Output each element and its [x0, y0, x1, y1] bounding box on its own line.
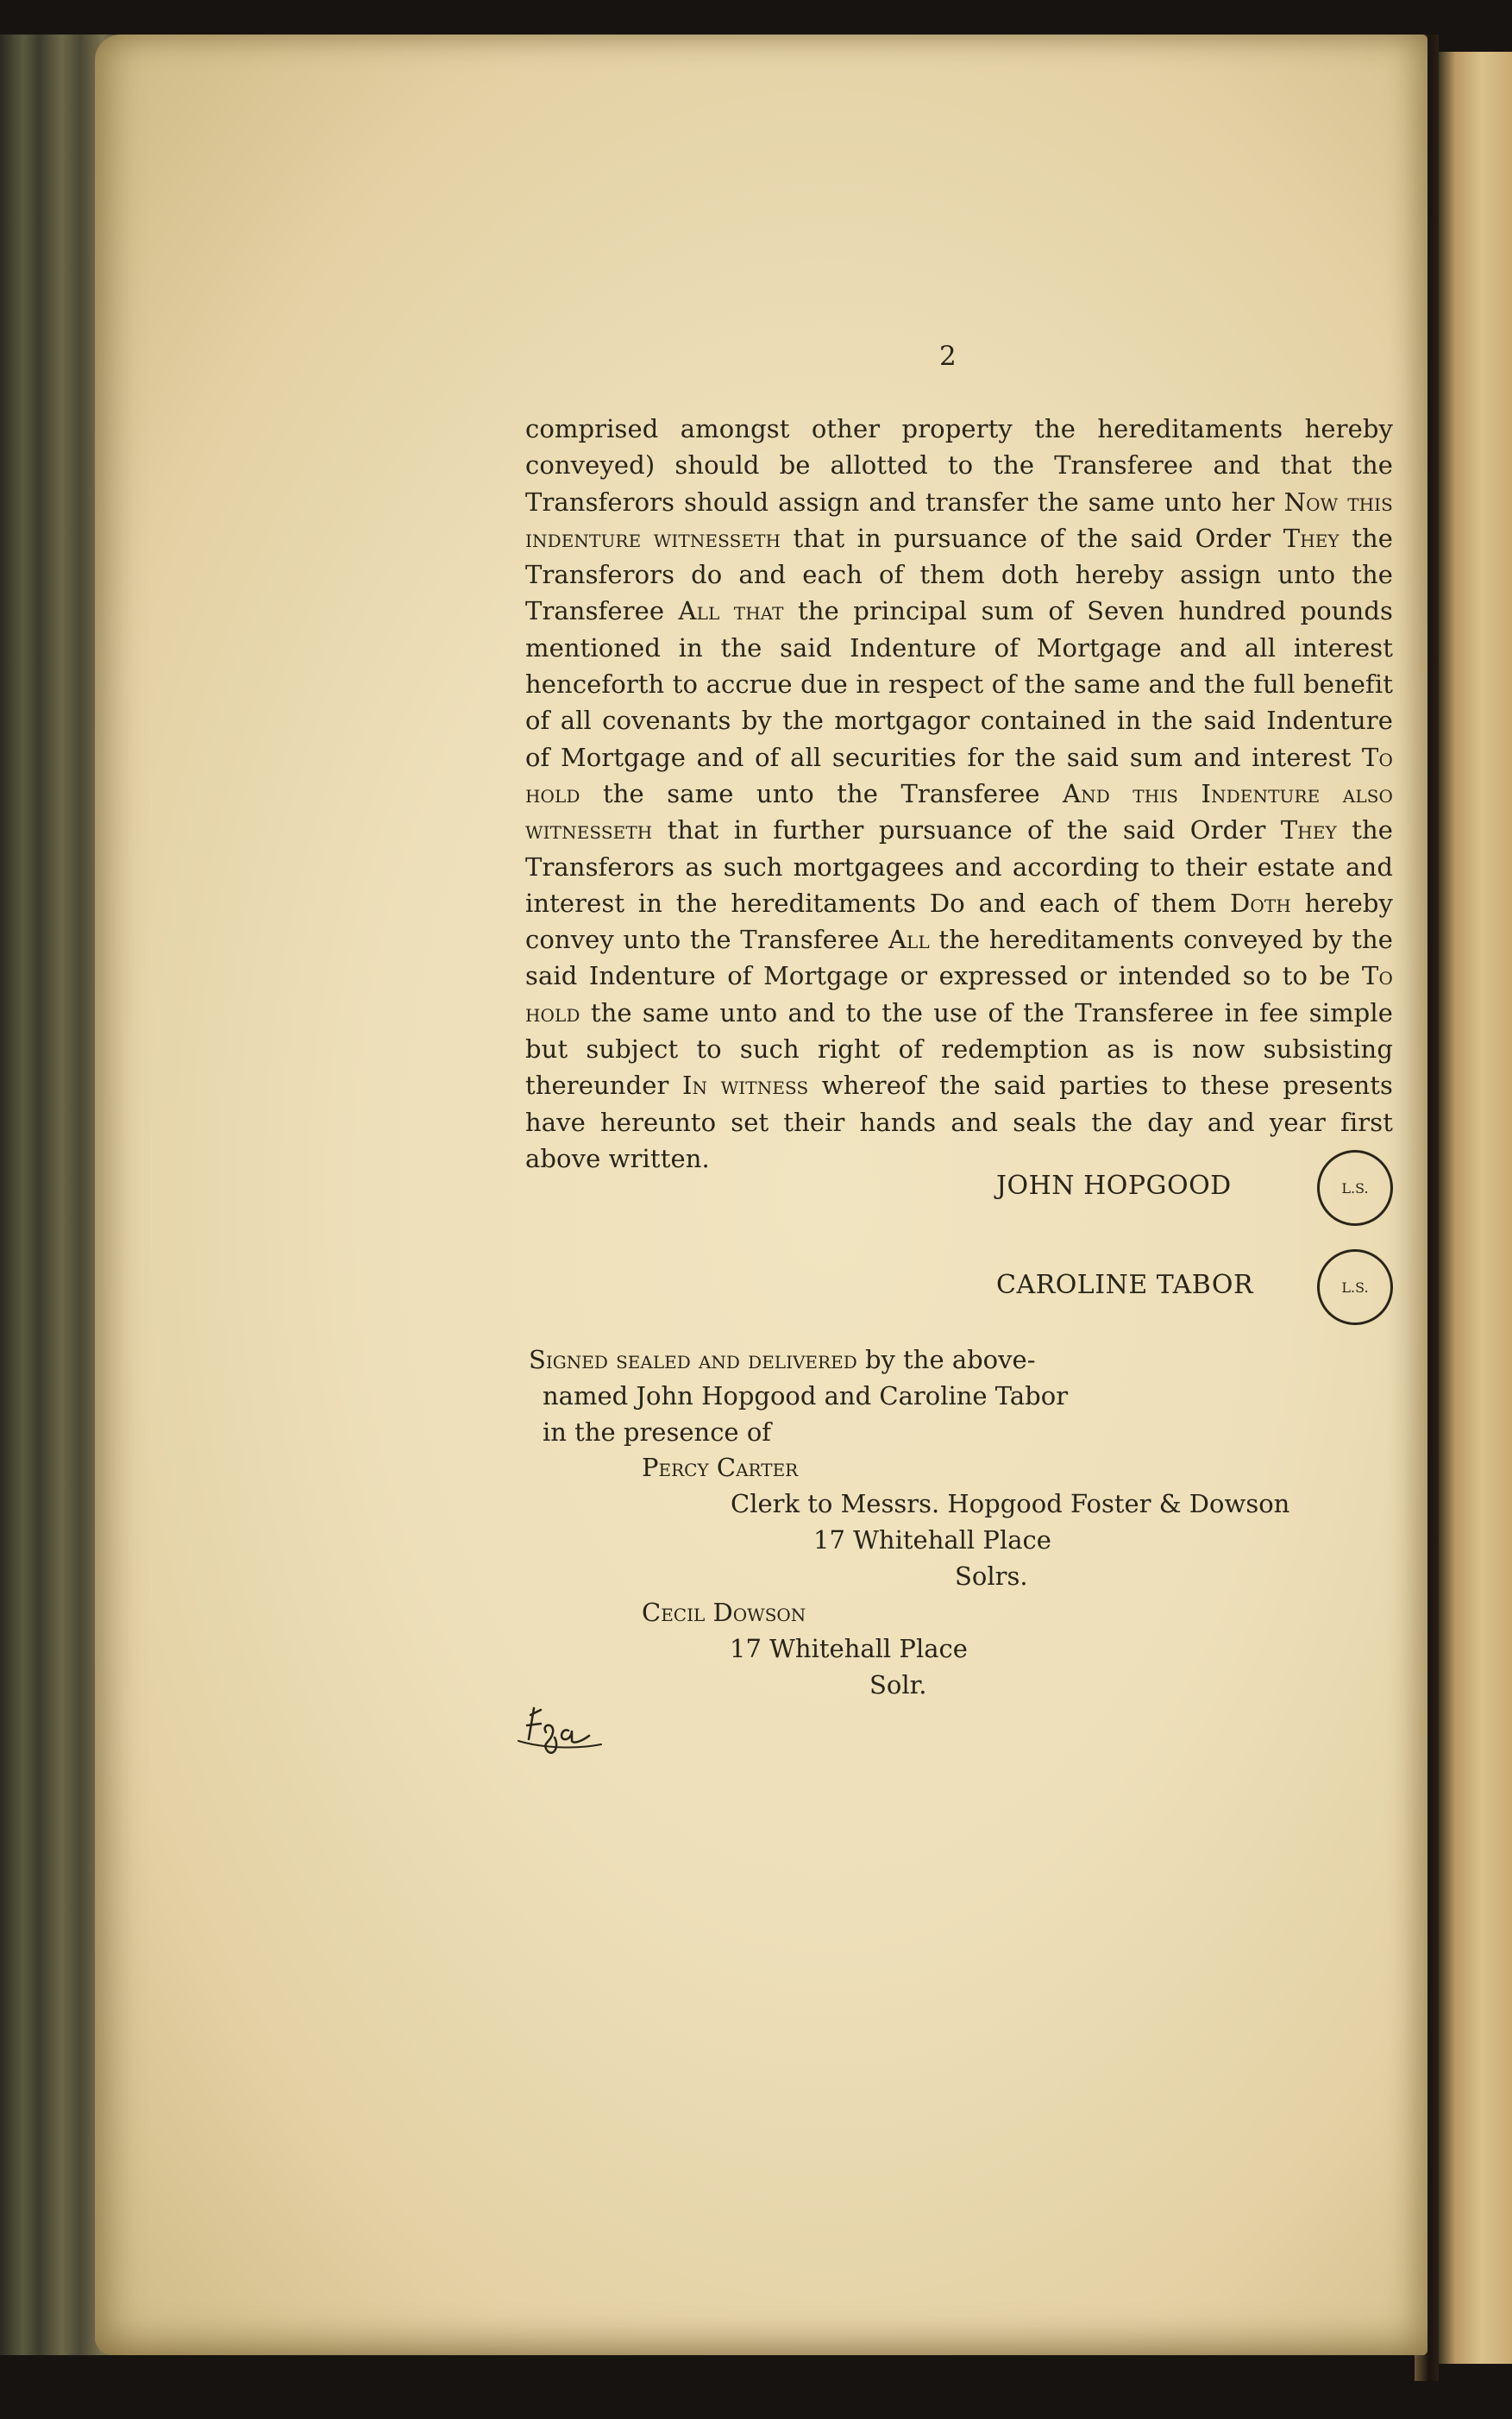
- deed-body-text: [525, 411, 1393, 1177]
- attestation-line-1: [529, 1341, 1036, 1378]
- body-segment: that in pursuance of the said Order: [781, 523, 1283, 553]
- signatory-name: JOHN HOPGOOD: [996, 1171, 1232, 1201]
- seal-label: L.S.: [1341, 1179, 1369, 1197]
- body-segment: the Transferors as such mortgagees and according to their estate and interest in the hereditaments: [525, 815, 1393, 918]
- attestation-line-2: named John Hopgood and Caroline Tabor: [543, 1381, 1069, 1411]
- signatory-name: CAROLINE TABOR: [996, 1270, 1254, 1300]
- body-smallcaps: Now this indenture witnesseth: [525, 487, 1393, 553]
- body-segment: whereof the said parties to these presents have hereunto set their hands and seals the day and year first above written.: [525, 1071, 1393, 1173]
- seal-label: L.S.: [1341, 1279, 1369, 1296]
- body-segment: that in further pursuance of the said Order: [652, 815, 1281, 845]
- signature-row-caroline-tabor: [996, 1249, 1393, 1331]
- body-smallcaps: Doth: [1229, 888, 1291, 918]
- body-smallcaps: They: [1280, 815, 1337, 845]
- attestation-segment: by the above-: [856, 1345, 1036, 1374]
- witness-1-name: Percy Carter: [642, 1453, 799, 1482]
- body-smallcaps: To hold: [525, 961, 1393, 1027]
- body-smallcaps: All that: [678, 596, 784, 626]
- attestation-smallcaps: Signed sealed and delivered: [529, 1345, 857, 1374]
- body-segment: and each of them: [964, 888, 1230, 918]
- handwritten-monogram: [515, 1698, 610, 1758]
- seal-circle: [1317, 1249, 1393, 1325]
- attestation-line-3: in the presence of: [543, 1417, 772, 1447]
- body-segment: Do: [929, 888, 965, 918]
- body-segment: the same unto the Transferee: [580, 778, 1063, 808]
- body-smallcaps: In witness: [681, 1071, 809, 1101]
- document-page: [95, 35, 1427, 2355]
- witness-1-title: Solrs.: [955, 1561, 1028, 1591]
- witness-2-title: Solr.: [869, 1670, 927, 1700]
- witness-1-address: 17 Whitehall Place: [813, 1525, 1051, 1555]
- facing-page-edge: [1436, 52, 1512, 2364]
- witness-2-name: Cecil Dowson: [642, 1598, 806, 1627]
- seal-circle: [1317, 1150, 1393, 1226]
- body-smallcaps: And this Indenture also witnesseth: [525, 778, 1393, 845]
- body-segment: comprised amongst other property the hereditaments hereby conveyed) should be allotted to the Transferee and that the Transferors should assign and transfer the same unto her: [525, 414, 1393, 517]
- body-segment: the Transferors do and each of them doth hereby assign unto the Transferee: [525, 523, 1393, 626]
- signature-row-john-hopgood: [996, 1150, 1393, 1232]
- witness-1-occupation: Clerk to Messrs. Hopgood Foster & Dowson: [731, 1489, 1290, 1518]
- body-segment: the hereditaments conveyed by the said Indenture of Mortgage or expressed or intended so to be: [525, 925, 1393, 991]
- body-segment: the principal sum of Seven hundred pounds mentioned in the said Indenture of Mortgage and all interest henceforth to accrue due in respect of the same and the full benefit of all covenants by the mortgagor contained in the said Indenture of Mortgage and of all securities for the said sum and interest: [525, 596, 1393, 772]
- witness-2-address: 17 Whitehall Place: [730, 1634, 968, 1663]
- body-segment: hereby convey unto the Transferee: [525, 888, 1393, 955]
- body-segment: the same unto and to the use of the Transferee in fee simple but subject to such right of redemption as is now subsisting thereunder: [525, 997, 1393, 1101]
- page-number: 2: [939, 341, 957, 372]
- body-smallcaps: They: [1283, 523, 1339, 553]
- body-smallcaps: To hold: [525, 742, 1393, 808]
- body-smallcaps: All: [888, 925, 930, 955]
